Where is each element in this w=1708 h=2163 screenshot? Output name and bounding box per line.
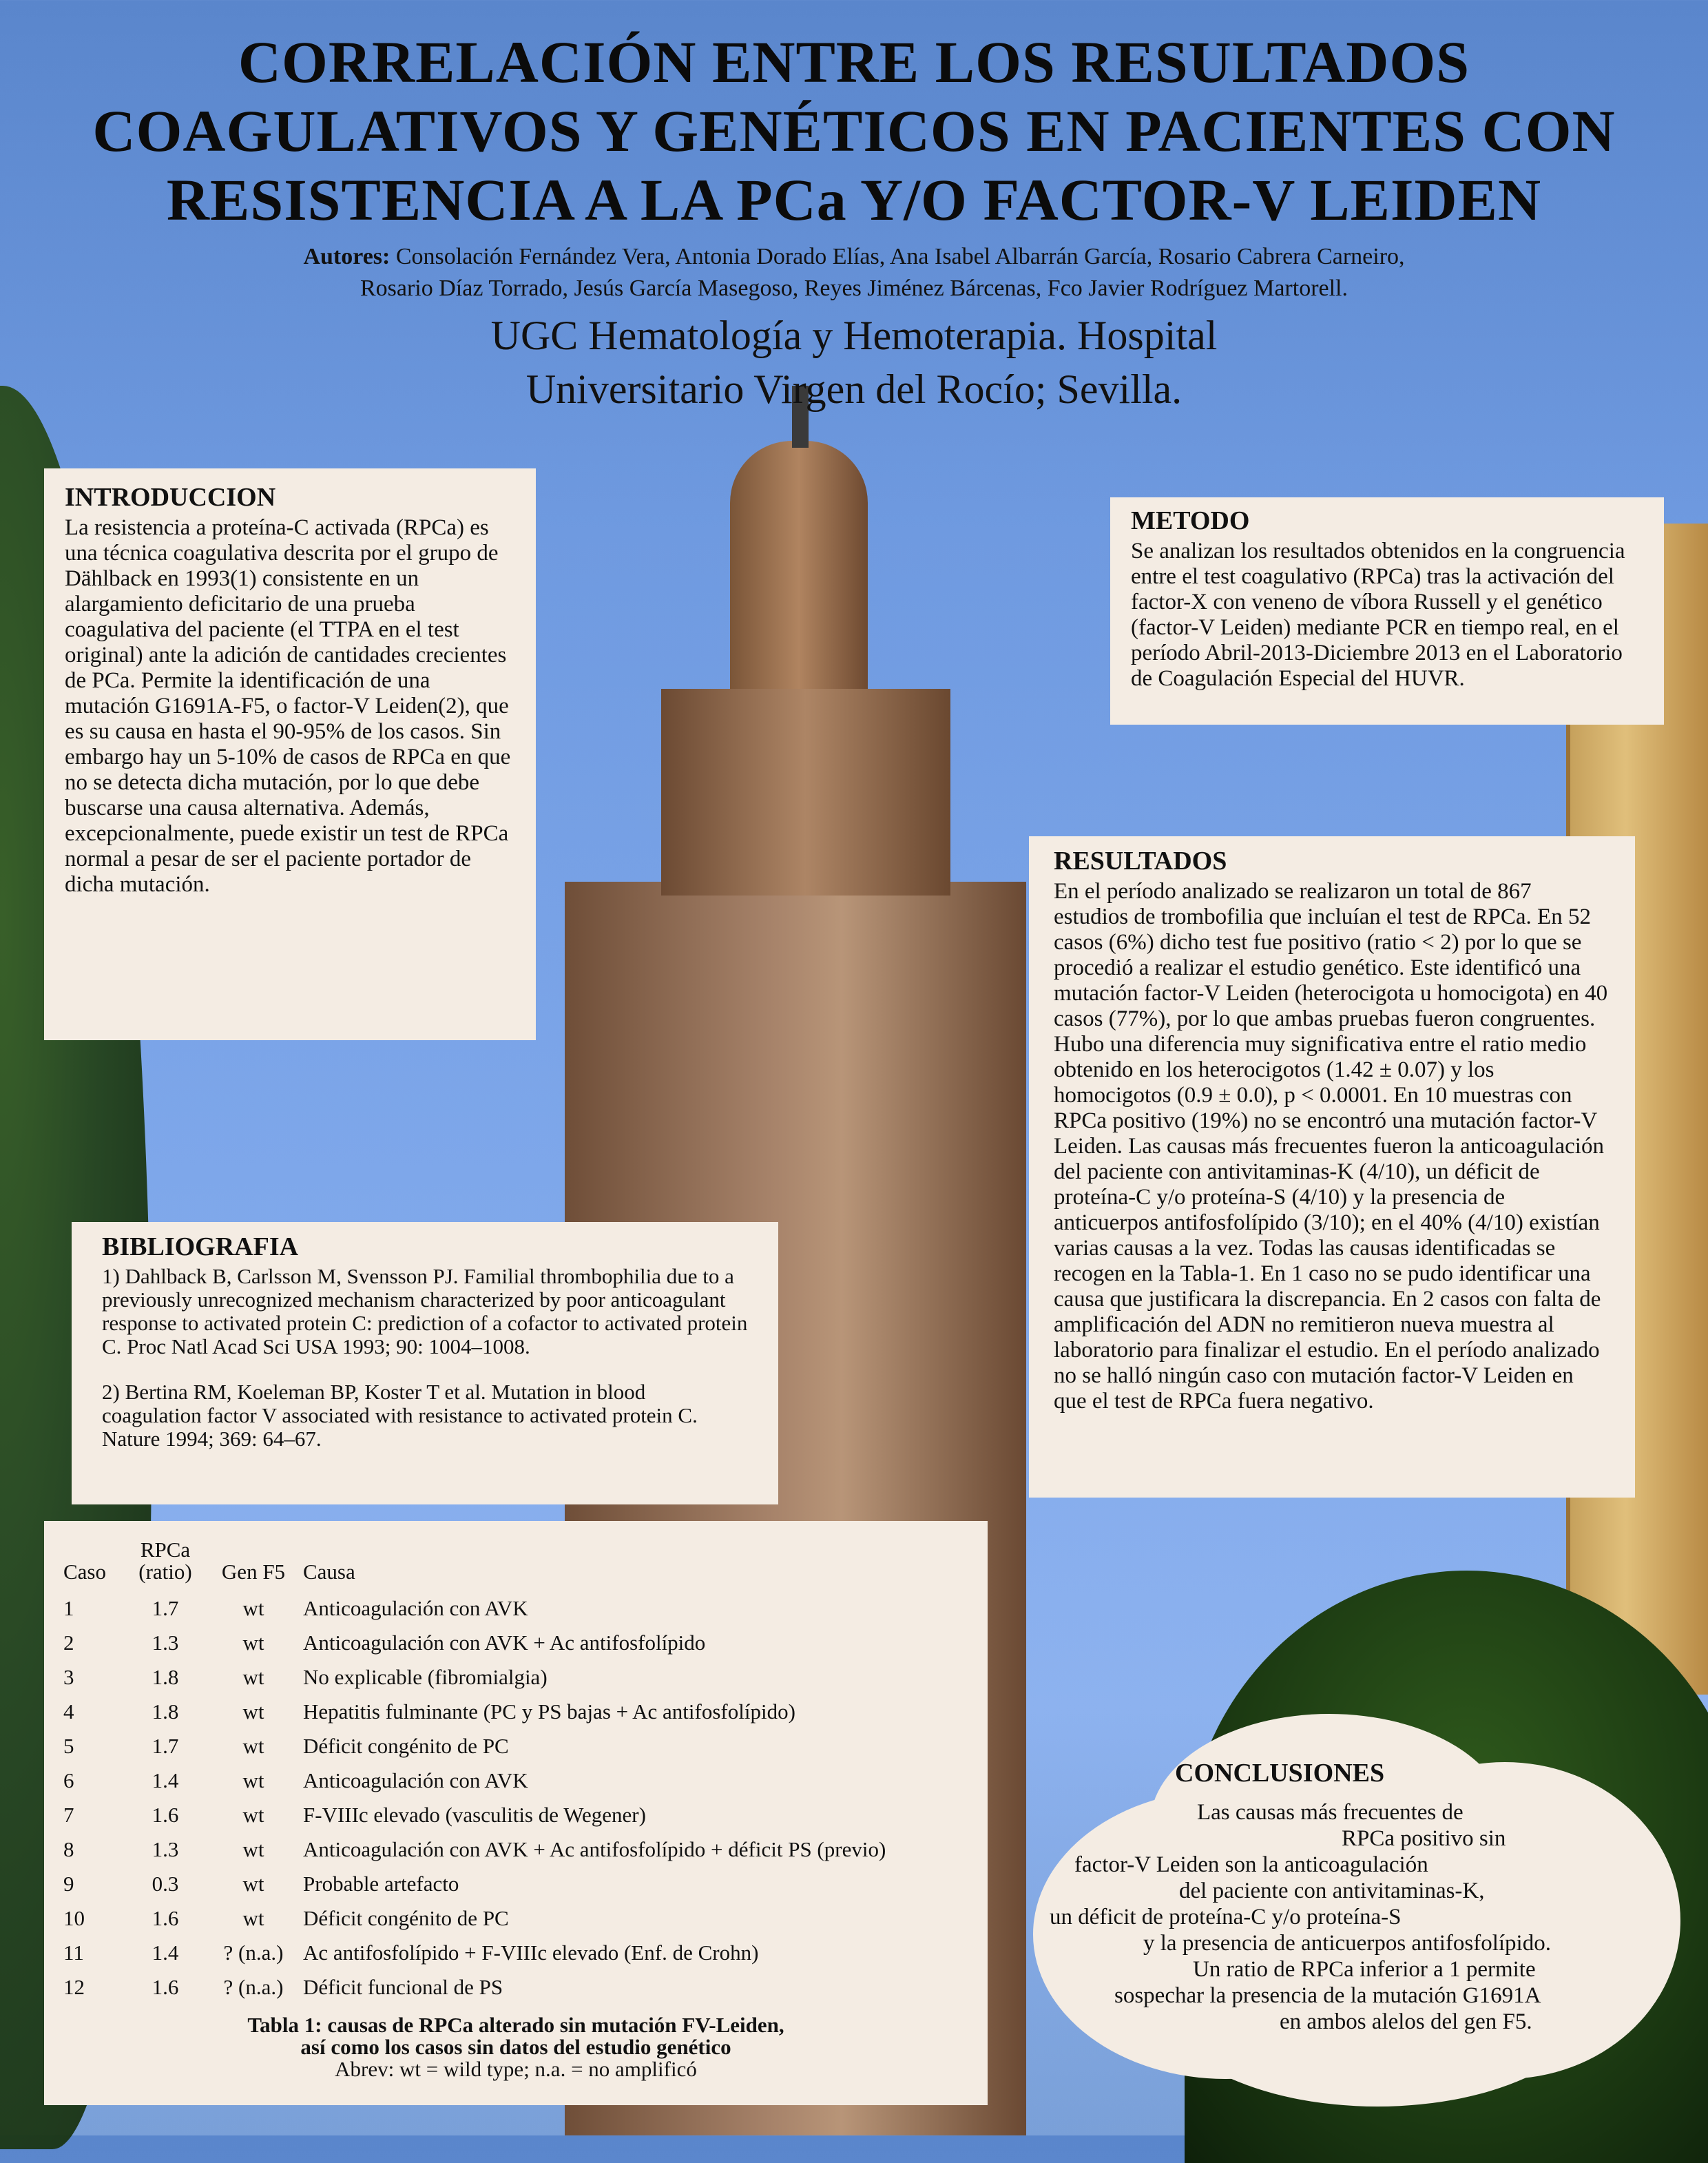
- cell-causa: Anticoagulación con AVK + Ac antifosfolípido + déficit PS (previo): [303, 1837, 886, 1861]
- table-row: [63, 1832, 891, 1867]
- title-line-1: CORRELACIÓN ENTRE LOS RESULTADOS: [238, 29, 1470, 95]
- cell-rpca: 1.6: [152, 1803, 179, 1827]
- conclusiones-line: un déficit de proteína-C y/o proteína-S: [1050, 1905, 1402, 1929]
- bibliografia-heading: BIBLIOGRAFIA: [102, 1232, 299, 1261]
- introduccion-text: La resistencia a proteína-C activada (RPCa) es una técnica coagulativa descrita por el grupo de Dählback en 1993(1) consistente en un alargamiento deficitario de una prueba coagulativa del paciente (el TTPA en el test original) ante la adición de cantidades crecientes de PCa. Permite la identificación de una mutación G1691A-F5, o factor-V Leiden(2), que es su causa en hasta el 90-95% de los casos. Sin embargo hay un 5-10% de casos de RPCa en que no se detecta dicha mutación, por lo que debe buscarse una causa alternativa. Además, excepcionalmente, puede existir un test de RPCa normal a pesar de ser el paciente portador de dicha mutación.: [65, 515, 511, 897]
- conclusiones-line: RPCa positivo sin: [1342, 1826, 1506, 1851]
- cell-rpca: 1.4: [152, 1941, 179, 1965]
- cell-rpca: 1.7: [152, 1734, 179, 1758]
- table-caption: [63, 2014, 968, 2080]
- cell-caso: 1: [63, 1596, 74, 1620]
- cell-gen-f5: wt: [242, 1872, 264, 1896]
- cell-gen-f5: wt: [242, 1699, 264, 1724]
- title-line-2: COAGULATIVOS Y GENÉTICOS EN PACIENTES CON: [92, 98, 1616, 164]
- cell-caso: 11: [63, 1941, 84, 1965]
- affiliation-line-2: Universitario Virgen del Rocío; Sevilla.: [525, 366, 1183, 412]
- cell-causa: Déficit funcional de PS: [303, 1975, 503, 1999]
- tabla-box: [44, 1521, 988, 2105]
- cell-rpca: 1.6: [152, 1906, 179, 1930]
- conclusiones-line: factor-V Leiden son la anticoagulación: [1074, 1852, 1428, 1877]
- table-row: [63, 1695, 891, 1729]
- table-row: [63, 1626, 891, 1660]
- resultados-text: En el período analizado se realizaron un total de 867 estudios de trombofilia que incluían el test de RPCa. En 52 casos (6%) dicho test fue positivo (ratio < 2) por lo que se procedió a realizar el estudio genético. Este identificó una mutación factor-V Leiden (heterocigota u homocigota) en 40 casos (77%), por lo que ambas pruebas fueron congruentes. Hubo una diferencia muy significativa entre el ratio medio obtenido en los heterocigotos (1.42 ± 0.07) y los homocigotos (0.9 ± 0.0), p < 0.0001. En 10 muestras con RPCa positivo (19%) no se encontró una mutación factor-V Leiden. Las causas más frecuentes fueron la anticoagulación del paciente con antivitaminas-K (4/10), un déficit de proteína-C y/o proteína-S (4/10) y la presencia de anticuerpos antifosfolípido (3/10); en el 40% (4/10) existían varias causas a la vez. Todas las causas identificadas se recogen en la Tabla-1. En 1 caso no se pudo identificar una causa que justificara la discrepancia. En 2 casos con falta de amplificación del ADN no remitieron nueva muestra al laboratorio para finalizar el estudio. En el período analizado no se halló ningún caso con mutación factor-V Leiden en que el test de RPCa fuera negativo.: [1054, 879, 1608, 1414]
- caption-line-2: así como los casos sin datos del estudio genético: [300, 2035, 731, 2059]
- cell-causa: Anticoagulación con AVK: [303, 1768, 528, 1792]
- conclusiones-cloud: [1033, 1686, 1680, 2107]
- reference-1: 1) Dahlback B, Carlsson M, Svensson PJ. Familial thrombophilia due to a previously unrecognized mechanism characterized by poor anticoagulant response to activated protein C: prediction of a cofactor to activated protein C. Proc Natl Acad Sci USA 1993; 90: 1004–1008.: [102, 1264, 748, 1358]
- cell-gen-f5: ? (n.a.): [223, 1975, 284, 1999]
- introduccion-box: [44, 468, 536, 1040]
- conclusiones-line: Las causas más frecuentes de: [1197, 1800, 1464, 1825]
- table-header-row: [63, 1539, 891, 1591]
- conclusiones-line: en ambos alelos del gen F5.: [1280, 2009, 1532, 2034]
- cell-rpca: 1.7: [152, 1596, 179, 1620]
- cell-rpca: 1.4: [152, 1768, 179, 1792]
- cell-gen-f5: wt: [242, 1596, 264, 1620]
- conclusiones-line: Un ratio de RPCa inferior a 1 permite: [1193, 1957, 1536, 1982]
- header-causa: Causa: [303, 1560, 355, 1584]
- introduccion-heading: INTRODUCCION: [65, 483, 276, 512]
- table-row: [63, 1591, 891, 1626]
- cell-gen-f5: wt: [242, 1631, 264, 1655]
- table-row: [63, 1936, 891, 1970]
- cell-caso: 10: [63, 1906, 85, 1930]
- cell-caso: 7: [63, 1803, 74, 1827]
- metodo-heading: METODO: [1131, 506, 1250, 535]
- cell-causa: Hepatitis fulminante (PC y PS bajas + Ac antifosfolípido): [303, 1699, 795, 1724]
- table-row: [63, 1763, 891, 1798]
- conclusiones-line: sospechar la presencia de la mutación G1691A: [1114, 1983, 1541, 2008]
- table-row: [63, 1867, 891, 1901]
- cell-caso: 12: [63, 1975, 85, 1999]
- cell-gen-f5: wt: [242, 1837, 264, 1861]
- cell-causa: Déficit congénito de PC: [303, 1906, 509, 1930]
- cell-causa: Déficit congénito de PC: [303, 1734, 509, 1758]
- cell-gen-f5: wt: [242, 1803, 264, 1827]
- cell-gen-f5: wt: [242, 1906, 264, 1930]
- cell-causa: Ac antifosfolípido + F-VIIIc elevado (Enf. de Crohn): [303, 1941, 759, 1965]
- authors-line-1: Consolación Fernández Vera, Antonia Dorado Elías, Ana Isabel Albarrán García, Rosario Cabrera Carneiro,: [395, 244, 1405, 269]
- cell-rpca: 0.3: [152, 1872, 179, 1896]
- cell-rpca: 1.3: [152, 1631, 179, 1655]
- caption-line-3: Abrev: wt = wild type; n.a. = no amplificó: [335, 2057, 697, 2081]
- cell-caso: 8: [63, 1837, 74, 1861]
- conclusiones-line: del paciente con antivitaminas-K,: [1179, 1879, 1485, 1903]
- cell-causa: Anticoagulación con AVK + Ac antifosfolípido: [303, 1631, 706, 1655]
- resultados-heading: RESULTADOS: [1054, 847, 1227, 876]
- caption-line-1: Tabla 1: causas de RPCa alterado sin mutación FV-Leiden,: [247, 2013, 784, 2037]
- table-body: [63, 1591, 891, 2005]
- table-row: [63, 1729, 891, 1763]
- metodo-box: [1110, 497, 1664, 725]
- reference-2: 2) Bertina RM, Koeleman BP, Koster T et al. Mutation in blood coagulation factor V associated with resistance to activated protein C. Nature 1994; 369: 64–67.: [102, 1380, 698, 1451]
- cell-caso: 2: [63, 1631, 74, 1655]
- cell-gen-f5: ? (n.a.): [223, 1941, 284, 1965]
- conclusiones-heading: CONCLUSIONES: [1175, 1759, 1385, 1788]
- resultados-box: [1029, 836, 1635, 1498]
- conclusiones-line: y la presencia de anticuerpos antifosfolípido.: [1143, 1931, 1551, 1956]
- table-row: [63, 1798, 891, 1832]
- affiliation: [275, 309, 1433, 416]
- authors-label: Autores:: [303, 244, 390, 269]
- cell-causa: Probable artefacto: [303, 1872, 459, 1896]
- cell-caso: 5: [63, 1734, 74, 1758]
- table-row: [63, 1660, 891, 1695]
- tower-belfry: [661, 689, 950, 896]
- cell-rpca: 1.3: [152, 1837, 179, 1861]
- cell-caso: 4: [63, 1699, 74, 1724]
- authors-line-2: Rosario Díaz Torrado, Jesús García Masegoso, Reyes Jiménez Bárcenas, Fco Javier Rodríguez Martorell.: [360, 276, 1348, 301]
- cell-causa: Anticoagulación con AVK: [303, 1596, 528, 1620]
- cell-rpca: 1.8: [152, 1699, 179, 1724]
- cell-caso: 6: [63, 1768, 74, 1792]
- header-caso: Caso: [63, 1560, 106, 1584]
- affiliation-line-1: UGC Hematología y Hemoterapia. Hospital: [490, 313, 1218, 358]
- cell-gen-f5: wt: [242, 1768, 264, 1792]
- cell-gen-f5: wt: [242, 1734, 264, 1758]
- header-gen-f5: Gen F5: [221, 1560, 286, 1584]
- table-row: [63, 1970, 891, 2005]
- cell-rpca: 1.6: [152, 1975, 179, 1999]
- poster-title: [28, 28, 1680, 234]
- tower-top: [730, 441, 868, 689]
- cell-causa: F-VIIIc elevado (vasculitis de Wegener): [303, 1803, 646, 1827]
- cell-gen-f5: wt: [242, 1665, 264, 1689]
- cell-rpca: 1.8: [152, 1665, 179, 1689]
- metodo-text: Se analizan los resultados obtenidos en la congruencia entre el test coagulativo (RPCa) tras la activación del factor-X con veneno de víbora Russell y el genético (factor-V Leiden) mediante PCR en tiempo real, en el período Abril-2013-Diciembre 2013 en el Laboratorio de Coagulación Especial del HUVR.: [1131, 539, 1625, 691]
- bibliografia-box: [72, 1222, 778, 1504]
- causas-table: [63, 1539, 891, 2005]
- table-row: [63, 1901, 891, 1936]
- cell-caso: 9: [63, 1872, 74, 1896]
- title-line-3: RESISTENCIA A LA PCa Y/O FACTOR-V LEIDEN: [166, 167, 1542, 233]
- cell-causa: No explicable (fibromialgia): [303, 1665, 548, 1689]
- header-rpca: RPCa (ratio): [138, 1538, 192, 1584]
- cell-caso: 3: [63, 1665, 74, 1689]
- authors: [96, 241, 1612, 304]
